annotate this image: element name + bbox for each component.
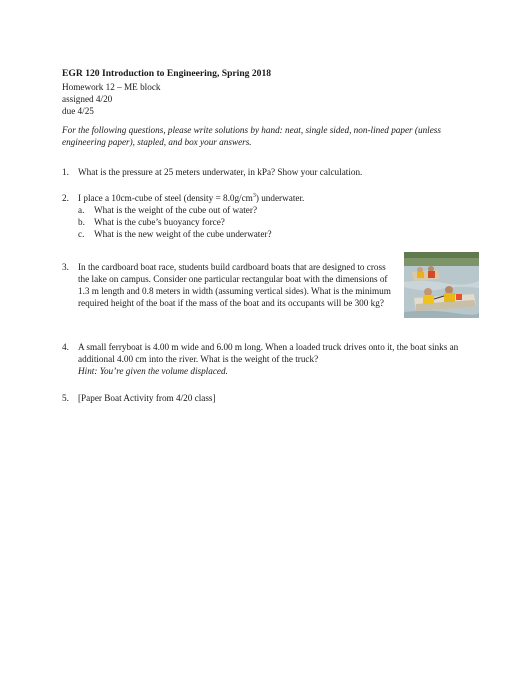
cardboard-boat-race-photo bbox=[404, 252, 479, 318]
question-text: In the cardboard boat race, students build cardboard boats that are designed to cross the lake on campus. Consider one particular rectangular boat with the dimensions of 1.3 m length and 0.8 meters in width (assuming vertical sides). What is the minimum required height of the boat if the mass of the boat and its occupants will be 300 kg? bbox=[78, 262, 391, 309]
subpart-a bbox=[78, 204, 472, 216]
question-4 bbox=[62, 341, 472, 377]
question-body bbox=[78, 341, 472, 377]
question-text-end: ) underwater. bbox=[255, 193, 305, 203]
question-number: 3. bbox=[62, 262, 69, 272]
subpart-text: What is the cube’s buoyancy force? bbox=[94, 217, 225, 228]
question-5 bbox=[62, 392, 472, 404]
question-2 bbox=[62, 192, 472, 241]
question-text: What is the pressure at 25 meters underwater, in kPa? Show your calculation. bbox=[78, 167, 363, 177]
subpart-letter: c. bbox=[78, 229, 85, 240]
subpart-b bbox=[78, 216, 472, 228]
subpart-letter: a. bbox=[78, 205, 85, 216]
question-number: 2. bbox=[62, 193, 69, 203]
question-text bbox=[78, 192, 472, 204]
subpart-letter: b. bbox=[78, 217, 85, 228]
assigned-date: assigned 4/20 bbox=[62, 93, 113, 104]
question-text: A small ferryboat is 4.00 m wide and 6.00 m long. When a loaded truck drives onto it, the boat sinks an additional 4.00 cm into the river. What is the weight of the truck? bbox=[78, 342, 459, 365]
question-text: [Paper Boat Activity from 4/20 class] bbox=[78, 393, 216, 403]
question-hint: Hint: You’re given the volume displaced. bbox=[78, 366, 228, 377]
superscript-exponent: 3 bbox=[252, 192, 256, 199]
subpart-c bbox=[78, 228, 472, 240]
instructions: For the following questions, please write solutions by hand: neat, single sided, non-lined paper (unless engineering paper), stapled, and box your answers. bbox=[62, 125, 441, 148]
course-title: EGR 120 Introduction to Engineering, Spring 2018 bbox=[62, 68, 272, 79]
subpart-text: What is the weight of the cube out of water? bbox=[94, 205, 258, 216]
question-number: 1. bbox=[62, 167, 69, 177]
subpart-text: What is the new weight of the cube underwater? bbox=[94, 229, 272, 240]
question-text-start: I place a 10cm-cube of steel (density = 8.0g/cm bbox=[78, 193, 253, 203]
due-date: due 4/25 bbox=[62, 105, 94, 116]
question-body bbox=[78, 192, 472, 241]
document-header bbox=[62, 68, 462, 117]
homework-label: Homework 12 – ME block bbox=[62, 81, 161, 92]
question-number: 5. bbox=[62, 393, 69, 403]
question-number: 4. bbox=[62, 342, 69, 352]
question-1 bbox=[62, 166, 472, 178]
